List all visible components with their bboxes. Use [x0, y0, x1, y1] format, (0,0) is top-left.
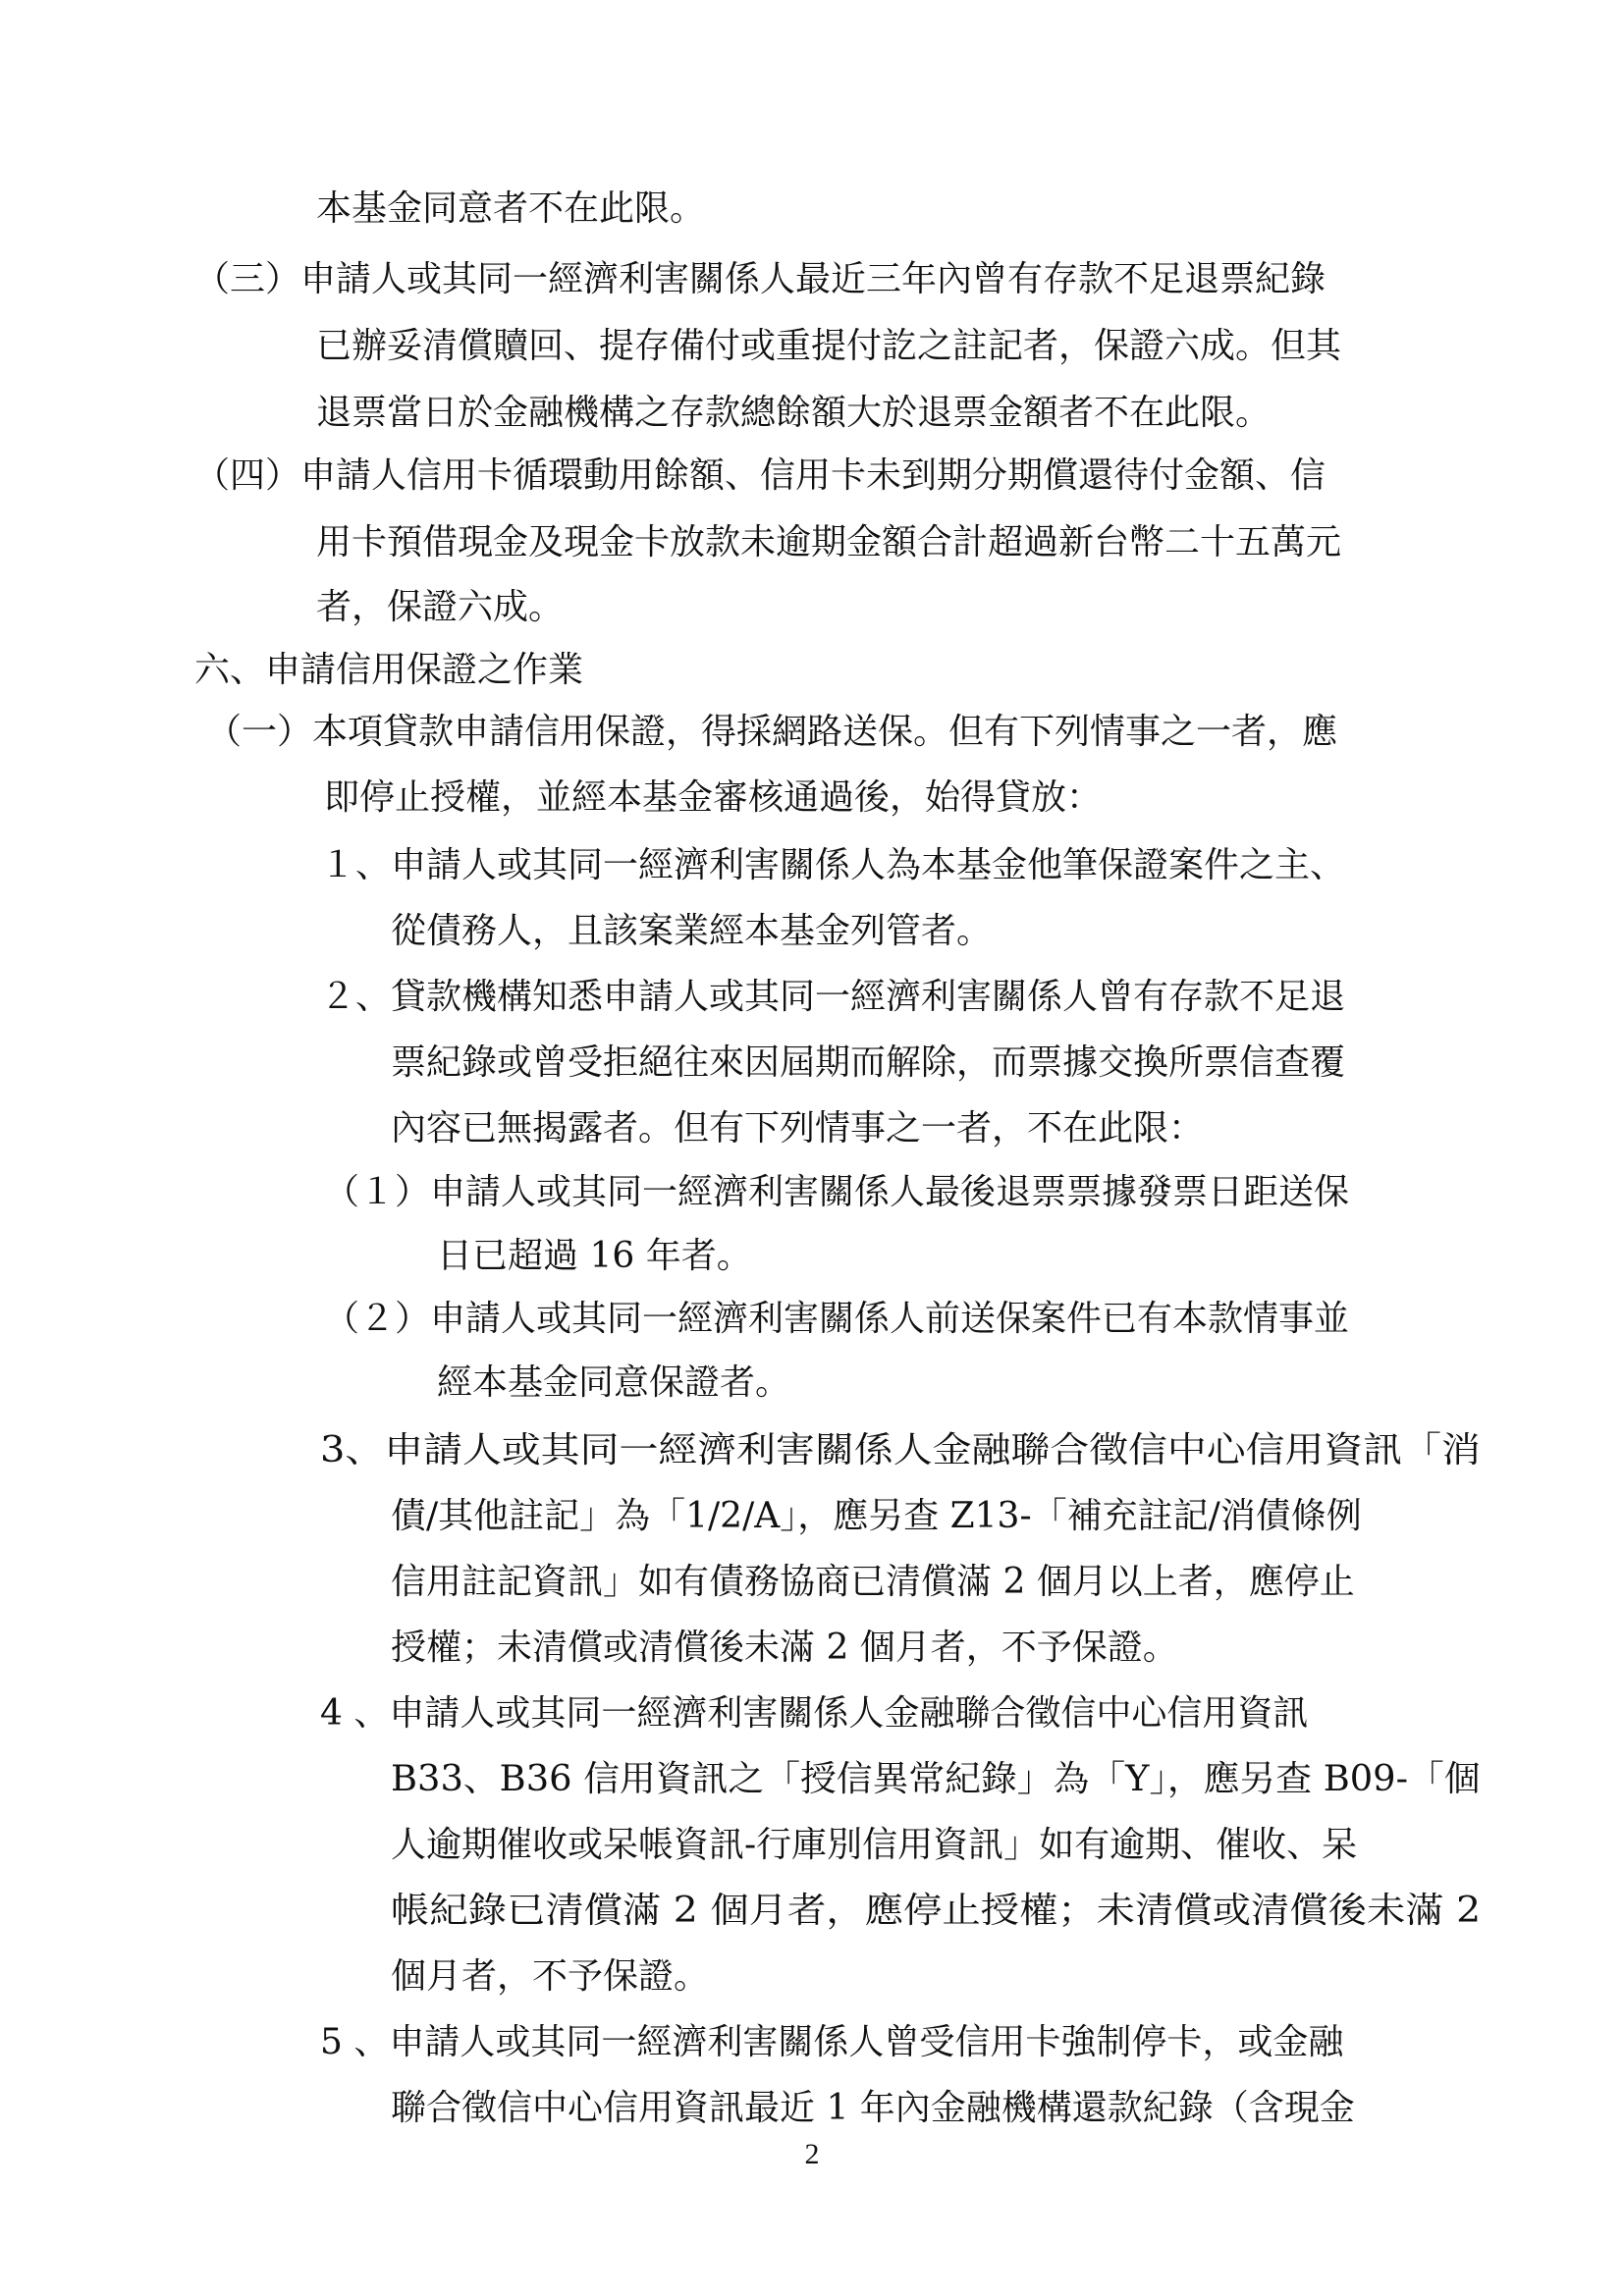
text-line: 債/其他註記」為「1/2/A」，應另查 Z13-「補充註記/消債條例	[391, 1496, 1362, 1536]
text-line: 票紀錄或曾受拒絕往來因屆期而解除，而票據交換所票信查覆	[391, 1042, 1346, 1083]
text-line: （一）本項貸款申請信用保證，得採網路送保。但有下列情事之一者，應	[206, 712, 1338, 752]
text-line: 即停止授權，並經本基金審核通過後，始得貸放：	[324, 777, 1103, 818]
text-line: （２）申請人或其同一經濟利害關係人前送保案件已有本款情事並	[324, 1299, 1350, 1339]
text-line: 日已超過 16 年者。	[437, 1236, 752, 1276]
text-line: 從債務人，且該案業經本基金列管者。	[391, 911, 993, 951]
text-line: 授權；未清償或清償後未滿 2 個月者，不予保證。	[391, 1628, 1178, 1668]
text-line: 4 、申請人或其同一經濟利害關係人金融聯合徵信中心信用資訊	[320, 1693, 1309, 1734]
text-line: B33、B36 信用資訊之「授信異常紀錄」為「Y」，應另查 B09-「個	[391, 1759, 1481, 1799]
text-line: 聯合徵信中心信用資訊最近 1 年內金融機構還款紀錄（含現金	[391, 2088, 1355, 2128]
text-line: 個月者，不予保證。	[391, 1956, 710, 1997]
text-line: 信用註記資訊」如有債務協商已清償滿 2 個月以上者，應停止	[391, 1562, 1355, 1602]
text-line: 3、申請人或其同一經濟利害關係人金融聯合徵信中心信用資訊「消	[320, 1430, 1481, 1470]
text-line: （三）申請人或其同一經濟利害關係人最近三年內曾有存款不足退票紀錄	[194, 259, 1326, 299]
text-line: （四）申請人信用卡循環動用餘額、信用卡未到期分期償還待付金額、信	[194, 455, 1326, 496]
page-number: 2	[804, 2138, 820, 2170]
text-line: ２、貸款機構知悉申請人或其同一經濟利害關係人曾有存款不足退	[320, 977, 1346, 1017]
text-line: 用卡預借現金及現金卡放款未逾期金額合計超過新台幣二十五萬元	[316, 522, 1342, 562]
text-line: 者，保證六成。	[316, 587, 565, 627]
text-line: 人逾期催收或呆帳資訊-行庫別信用資訊」如有逾期、催收、呆	[391, 1825, 1358, 1865]
text-line: （１）申請人或其同一經濟利害關係人最後退票票據發票日距送保	[324, 1172, 1350, 1212]
section-heading: 六、申請信用保證之作業	[194, 650, 584, 690]
text-line: 本基金同意者不在此限。	[316, 188, 706, 229]
text-line: １、申請人或其同一經濟利害關係人為本基金他筆保證案件之主、	[320, 845, 1346, 885]
text-line: 經本基金同意保證者。	[437, 1362, 791, 1403]
text-line: 帳紀錄已清償滿 2 個月者，應停止授權；未清償或清償後未滿 2	[391, 1891, 1482, 1931]
text-line: 5 、申請人或其同一經濟利害關係人曾受信用卡強制停卡，或金融	[320, 2022, 1344, 2062]
text-line: 內容已無揭露者。但有下列情事之一者，不在此限：	[391, 1108, 1205, 1148]
text-line: 已辦妥清償贖回、提存備付或重提付訖之註記者，保證六成。但其	[316, 326, 1342, 366]
text-line: 退票當日於金融機構之存款總餘額大於退票金額者不在此限。	[316, 393, 1272, 433]
